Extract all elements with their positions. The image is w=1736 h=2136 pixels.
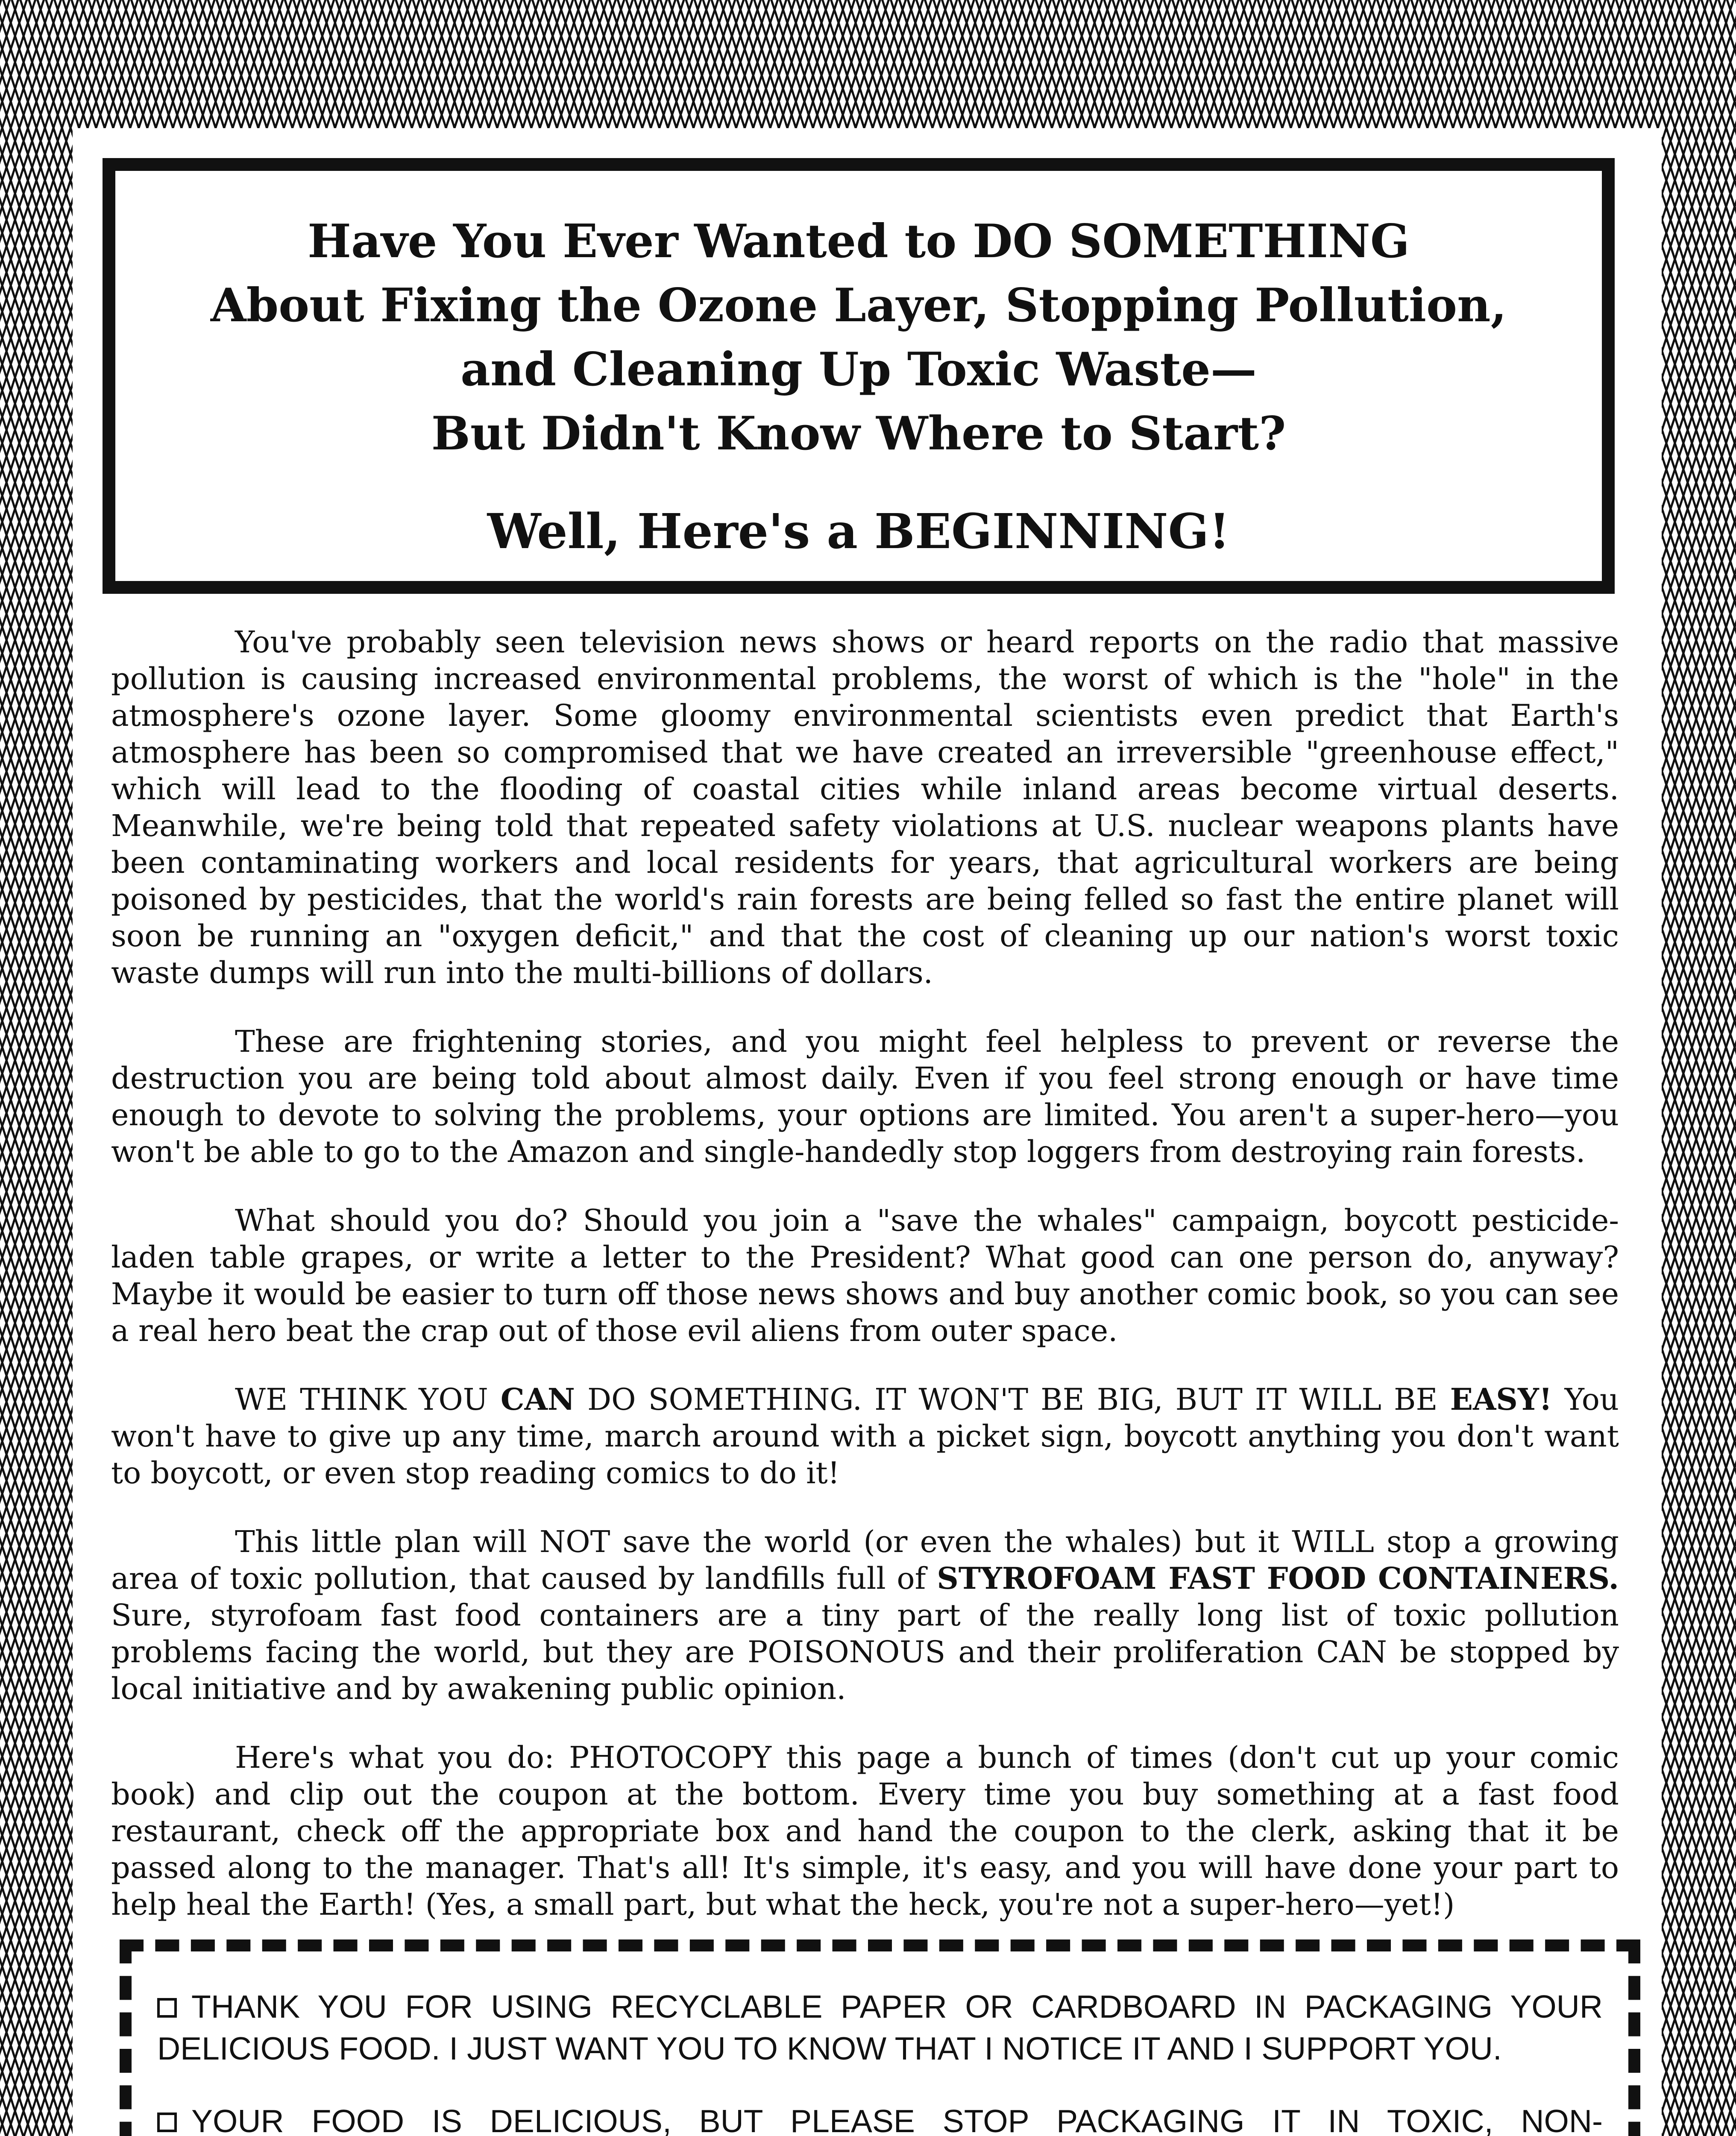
paragraph-text: This little plan will NOT save the world (or even the whales) but it WILL stop a growing area of toxic pollution, that caused by landfills full of [111, 1524, 1619, 1596]
paragraph-text: Sure, styrofoam fast food containers are a tiny part of the really long list of toxic pollution problems facing the world, but they are POISONOUS and their proliferation CAN be stopped by local initiative and by awakening public opinion. [111, 1598, 1619, 1706]
headline [115, 209, 1602, 466]
coupon [120, 1939, 1640, 2136]
paragraph-text: DO SOMETHING. IT WON'T BE BIG, BUT IT WILL BE [575, 1382, 1450, 1417]
emphasis-text: STYROFOAM FAST FOOD CONTAINERS. [937, 1561, 1619, 1596]
coupon-option-text: THANK YOU FOR USING RECYCLABLE PAPER OR CARDBOARD IN PACKAGING YOUR DELICIOUS FOOD. I JUST WANT YOU TO KNOW THAT I NOTICE IT AND I SUPPORT YOU. [157, 1989, 1603, 2066]
paragraph [111, 1523, 1619, 1707]
ad-page [73, 128, 1662, 2136]
emphasis-text: CAN [500, 1382, 575, 1417]
coupon-option [157, 1986, 1603, 2069]
headline-line: and Cleaning Up Toxic Waste— [460, 343, 1257, 396]
emphasis-text: EASY! [1450, 1382, 1552, 1417]
paragraph: These are frightening stories, and you might feel helpless to prevent or reverse the destruction you are being told about almost daily. Even if you feel strong enough or have time enough to devote to solving the problems, your options are limited. You aren't a super-hero—you won't be able to go to the Amazon and single-handedly stop loggers from destroying rain forests. [111, 1024, 1619, 1169]
paragraph: What should you do? Should you join a "save the whales" campaign, boycott pesticide-laden table grapes, or write a letter to the President? What good can one person do, anyway? Maybe it would be easier to turn off those news shows and buy another comic book, so you can see a real hero beat the crap out of those evil aliens from outer space. [111, 1203, 1619, 1348]
paragraph-text: WE THINK YOU [235, 1382, 501, 1417]
coupon-option [157, 2100, 1603, 2136]
checkbox[interactable] [157, 1998, 177, 2018]
paragraph [111, 1381, 1619, 1491]
headline-line: About Fixing the Ozone Layer, Stopping Pollution, [210, 279, 1507, 332]
headline-line: But Didn't Know Where to Start? [431, 407, 1286, 461]
checkbox[interactable] [157, 2113, 177, 2132]
headline-box [103, 158, 1615, 594]
article-body [111, 624, 1619, 1955]
paragraph: You've probably seen television news shows or heard reports on the radio that massive pollution is causing increased environmental problems, the worst of which is the "hole" in the atmosphere's ozone layer. Some gloomy environmental scientists even predict that Earth's atmosphere has been so compromised that we have created an irreversible "greenhouse effect," which will lead to the flooding of coastal cities while inland areas become virtual deserts. Meanwhile, we're being told that repeated safety violations at U.S. nuclear weapons plants have been contaminating workers and local residents for years, that agricultural workers are being poisoned by pesticides, that the world's rain forests are being felled so fast the entire planet will soon be running an "oxygen deficit," and that the cost of cleaning up our nation's worst toxic waste dumps will run into the multi-billions of dollars. [111, 625, 1619, 990]
coupon-option-text: YOUR FOOD IS DELICIOUS, BUT PLEASE STOP PACKAGING IT IN TOXIC, NON- [191, 2103, 1603, 2136]
subheadline: Well, Here's a BEGINNING! [487, 504, 1230, 560]
headline-line: Have You Ever Wanted to DO SOMETHING [307, 214, 1410, 268]
paragraph-text: You won't have to give up any time, march around with a picket sign, boycott anything you don't want to boycott, or even stop reading comics to do it! [111, 1382, 1619, 1491]
paragraph: Here's what you do: PHOTOCOPY this page a bunch of times (don't cut up your comic book) and clip out the coupon at the bottom. Every time you buy something at a fast food restaurant, check off the appropriate box and hand the coupon to the clerk, asking that it be passed along to the manager. That's all! It's simple, it's easy, and you will have done your part to help heal the Earth! (Yes, a small part, but what the heck, you're not a super-hero—yet!) [111, 1740, 1619, 1922]
